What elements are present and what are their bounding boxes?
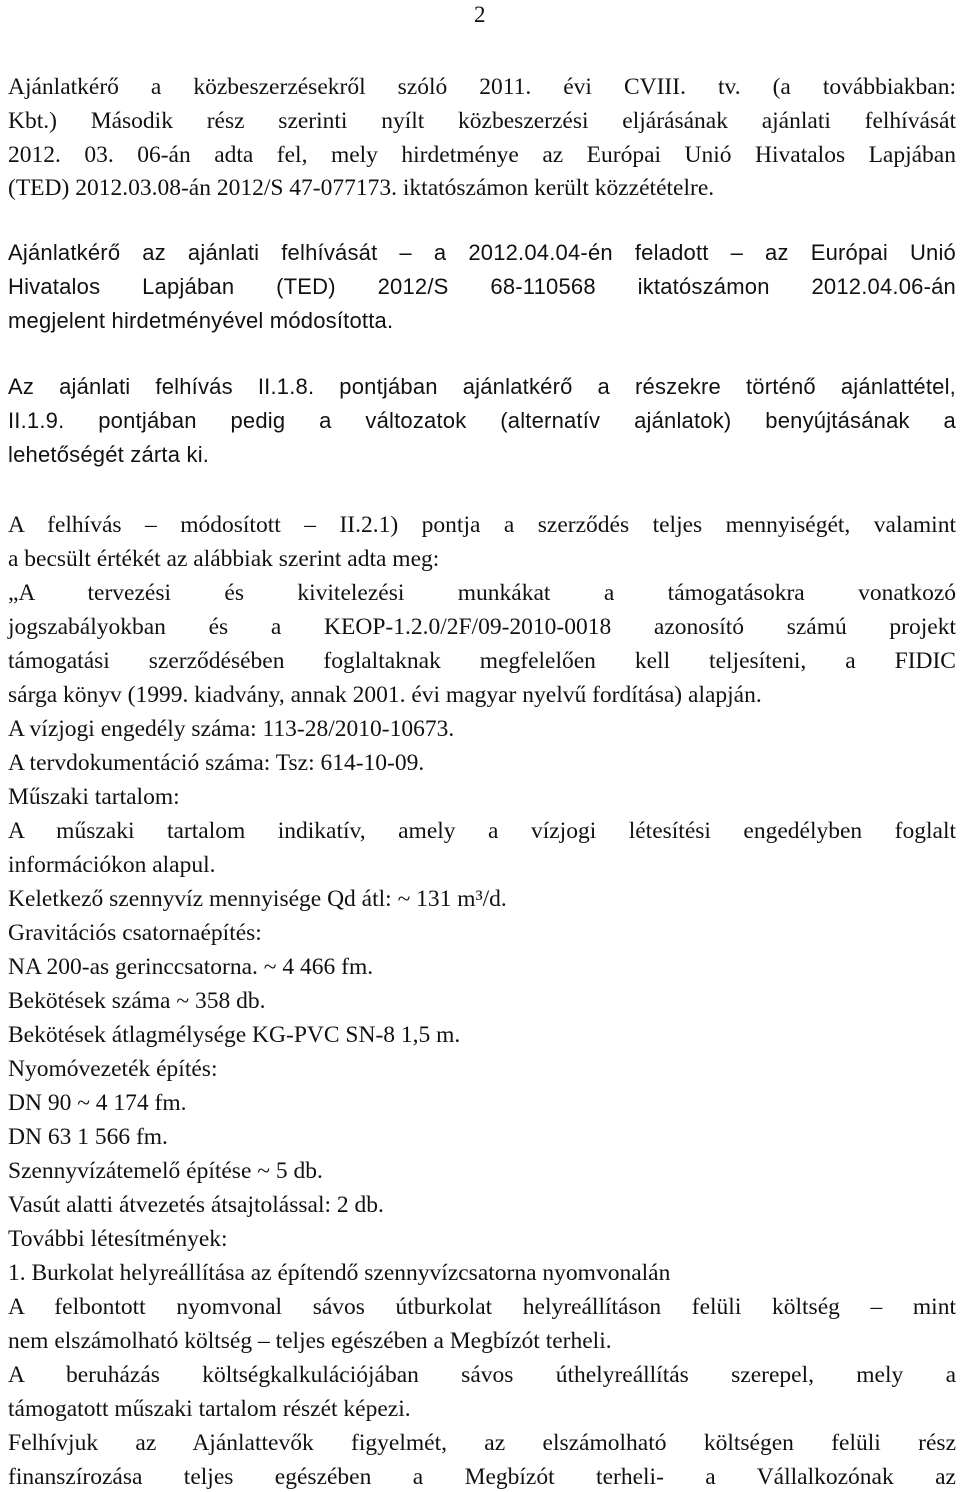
text-line: 1. Burkolat helyreállítása az építendő szennyvízcsatorna nyomvonalán xyxy=(8,1260,671,1286)
text-line: A felbontott nyomvonal sávos útburkolat helyreállításon felüli költség – mint xyxy=(8,1294,956,1320)
text-line: Ajánlatkérő az ajánlati felhívását – a 2012.04.04-én feladott – az Európai Unió xyxy=(8,240,956,265)
text-line: megjelent hirdetményével módosította. xyxy=(8,308,394,333)
text-line: sárga könyv (1999. kiadvány, annak 2001. évi magyar nyelvű fordítása) alapján. xyxy=(8,682,762,708)
text-line: (TED) 2012.03.08-án 2012/S 47-077173. iktatószámon került közzétételre. xyxy=(8,175,715,201)
text-line: támogatott műszaki tartalom részét képezi. xyxy=(8,1396,411,1422)
text-line: Műszaki tartalom: xyxy=(8,784,180,810)
text-line: A vízjogi engedély száma: 113-28/2010-10673. xyxy=(8,716,455,742)
text-line: Felhívjuk az Ajánlattevők figyelmét, az elszámolható költségen felüli rész xyxy=(8,1430,956,1456)
text-line: A felhívás – módosított – II.2.1) pontja a szerződés teljes mennyiségét, valamint xyxy=(8,512,956,538)
text-line: 2012. 03. 06-án adta fel, mely hirdetménye az Európai Unió Hivatalos Lapjában xyxy=(8,142,956,168)
text-line: Keletkező szennyvíz mennyisége Qd átl: ~ 131 m³/d. xyxy=(8,886,507,912)
text-line: Ajánlatkérő a közbeszerzésekről szóló 2011. évi CVIII. tv. (a továbbiakban: xyxy=(8,74,956,100)
text-line: A beruházás költségkalkulációjában sávos úthelyreállítás szerepel, mely a xyxy=(8,1362,956,1388)
page-number: 2 xyxy=(474,2,486,27)
text-line: Kbt.) Második rész szerinti nyílt közbeszerzési eljárásának ajánlati felhívását xyxy=(8,108,956,134)
text-line: NA 200-as gerinccsatorna. ~ 4 466 fm. xyxy=(8,954,374,980)
text-line: „A tervezési és kivitelezési munkákat a támogatásokra vonatkozó xyxy=(8,580,956,606)
text-line: További létesítmények: xyxy=(8,1226,228,1252)
text-line: Hivatalos Lapjában (TED) 2012/S 68-110568 iktatószámon 2012.04.06-án xyxy=(8,274,956,299)
text-line: DN 63 1 566 fm. xyxy=(8,1124,168,1150)
text-line: A műszaki tartalom indikatív, amely a vízjogi létesítési engedélyben foglalt xyxy=(8,818,956,844)
text-line: Bekötések átlagmélysége KG-PVC SN-8 1,5 m. xyxy=(8,1022,461,1048)
text-line: lehetőségét zárta ki. xyxy=(8,442,210,467)
text-line: nem elszámolható költség – teljes egészében a Megbízót terheli. xyxy=(8,1328,612,1354)
text-line: Bekötések száma ~ 358 db. xyxy=(8,988,266,1014)
text-line: Az ajánlati felhívás II.1.8. pontjában ajánlatkérő a részekre történő ajánlattétel, xyxy=(8,374,956,399)
text-line: A tervdokumentáció száma: Tsz: 614-10-09. xyxy=(8,750,425,776)
text-line: a becsült értékét az alábbiak szerint adta meg: xyxy=(8,546,440,572)
text-line: DN 90 ~ 4 174 fm. xyxy=(8,1090,187,1116)
text-line: Szennyvízátemelő építése ~ 5 db. xyxy=(8,1158,323,1184)
text-line: információkon alapul. xyxy=(8,852,216,878)
text-line: támogatási szerződésében foglaltaknak megfelelően kell teljesíteni, a FIDIC xyxy=(8,648,956,674)
text-line: jogszabályokban és a KEOP-1.2.0/2F/09-2010-0018 azonosító számú projekt xyxy=(8,614,956,640)
text-line: Vasút alatti átvezetés átsajtolással: 2 db. xyxy=(8,1192,384,1218)
text-line: II.1.9. pontjában pedig a változatok (alternatív ajánlatok) benyújtásának a xyxy=(8,408,956,433)
text-line: finanszírozása teljes egészében a Megbízót terheli- a Vállalkozónak az xyxy=(8,1464,956,1490)
text-line: Nyomóvezeték építés: xyxy=(8,1056,218,1082)
text-line: Gravitációs csatornaépítés: xyxy=(8,920,262,946)
